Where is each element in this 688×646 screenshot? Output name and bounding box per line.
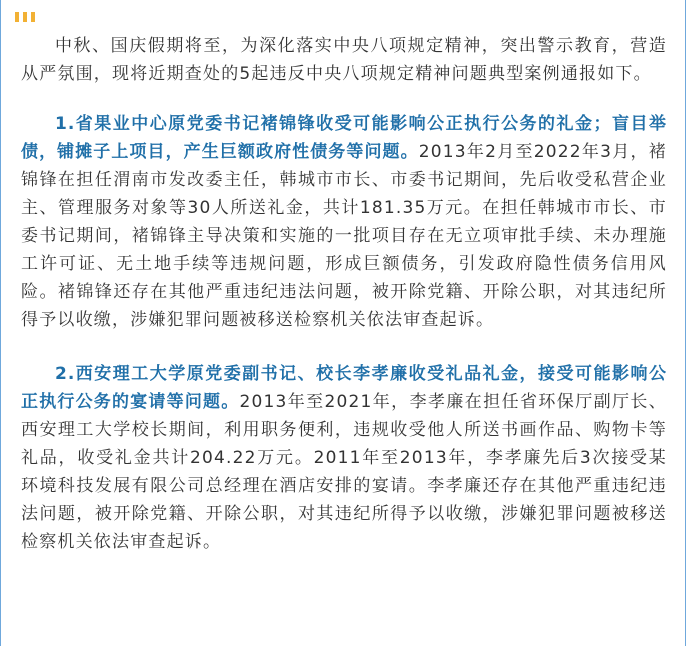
case-heading-2: 2.西安理工大学原党委副书记、校长李孝廉收受礼品礼金，接受可能影响公正执行公务的宴请等问题。 bbox=[21, 364, 667, 412]
case-paragraph-1 bbox=[21, 110, 667, 334]
case-paragraph-2 bbox=[21, 360, 667, 556]
case-body-1: 2013年2月至2022年3月，褚锦锋在担任渭南市发改委主任，韩城市市长、市委书记期间，先后收受私营企业主、管理服务对象等30人所送礼金，共计181.35万元。在担任韩城市市长、市委书记期间，褚锦锋主导决策和实施的一批项目存在无立项审批手续、未办理施工许可证、无土地手续等违规问题，形成巨额债务，引发政府隐性债务信用风险。褚锦锋还存在其他严重违纪违法问题，被开除党籍、开除公职，对其违纪所得予以收缴，涉嫌犯罪问题被移送检察机关依法审查起诉。 bbox=[21, 142, 668, 330]
case-heading-1: 1.省果业中心原党委书记褚锦锋收受可能影响公正执行公务的礼金；盲目举债，铺摊子上项目，产生巨额政府性债务等问题。 bbox=[21, 114, 667, 162]
intro-paragraph: 中秋、国庆假期将至，为深化落实中央八项规定精神，突出警示教育，营造从严氛围，现将近期查处的5起违反中央八项规定精神问题典型案例通报如下。 bbox=[21, 36, 667, 84]
article-content bbox=[21, 32, 667, 582]
case-body-2: 2013年至2021年，李孝廉在担任省环保厅副厅长、西安理工大学校长期间，利用职务便利，违规收受他人所送书画作品、购物卡等礼品，收受礼金共计204.22万元。2011年至2013年，李孝廉先后3次接受某环境科技发展有限公司总经理在酒店安排的宴请。李孝廉还存在其他严重违纪违法问题，被开除党籍、开除公职，对其违纪所得予以收缴，涉嫌犯罪问题被移送检察机关依法审查起诉。 bbox=[21, 392, 668, 552]
corner-decoration-icon bbox=[15, 12, 41, 22]
